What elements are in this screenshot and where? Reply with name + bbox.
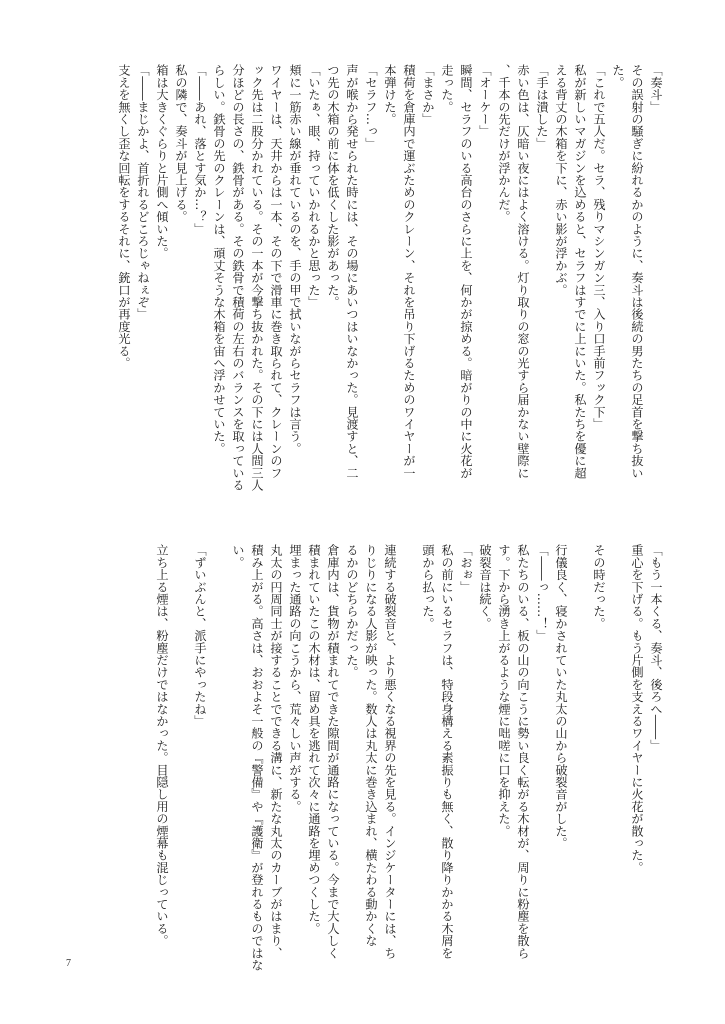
text-line: らしい。鉄骨の先のクレーンは、頑丈そうな木箱を宙へ浮かせていた。: [212, 64, 226, 455]
text-line: 重心を下げる。もう片側を支えるワイヤーに火花が散った。: [630, 544, 644, 874]
text-line: える背丈の木箱を下に、赤い影が浮かぶ。: [554, 64, 568, 296]
text-line: [570, 544, 589, 944]
text-line: その時だった。: [592, 544, 606, 630]
text-line: 「手は潰した」: [535, 64, 549, 150]
page-number: 7: [66, 958, 71, 969]
text-line: 頭から払った。: [421, 544, 435, 630]
text-line: 破裂音は続く。: [478, 544, 492, 630]
text-line: 埋まった通路の向こうから、荒々しい声がする。: [288, 544, 302, 813]
text-line: 連続する破裂音と、より悪くなる視界の先を見る。インジケーターには、ち: [383, 544, 397, 959]
text-line: つ先の木箱の前に体を低くした影があった。: [326, 64, 340, 308]
text-line: 「おぉ」: [459, 544, 473, 593]
text-line: ック先は二股分かれている。その一本が今撃ち抜かれた。その下には人間三人: [250, 64, 264, 491]
text-line: 私の隣で、奏斗が見上げる。: [174, 64, 188, 223]
text-line: 走った。: [440, 64, 454, 113]
text-line: 「いたぁ、眼、持っていかれるかと思った」: [307, 64, 321, 308]
text-line: 瞬間、セラフのいる高台のさらに上を、何かが掠める。暗がりの中に火花が: [459, 64, 473, 479]
text-line: 赤い色は、仄暗い夜にはよく溶ける。灯り取りの窓の光すら届かない壁際に: [516, 64, 530, 479]
text-line: 私の前にいるセラフは、特段身構える素振りも無く、散り降りかかる木屑を: [440, 544, 454, 959]
text-line: た。: [611, 64, 625, 89]
text-line: 本弾けた。: [383, 64, 397, 125]
text-line: [171, 544, 190, 944]
text-line: 分ほどの長さの、鉄骨がある。その鉄骨で積荷の左右のバランスを取っている: [231, 64, 245, 491]
text-column-upper: [105, 64, 665, 491]
text-column-lower: [95, 544, 665, 971]
text-line: 私が新しいマガジンを込めると、セラフはすでに上にいた。私たちを優に超: [573, 64, 587, 479]
text-line: 「ずいぶんと、派手にやったね」: [193, 544, 207, 727]
text-line: [399, 544, 418, 944]
text-line: 、千本の先だけが浮かんだ。: [497, 64, 511, 223]
text-line: 「もう一本くる、奏斗、後ろへ――」: [649, 544, 663, 752]
text-line: りじりになる人影が映った。数人は丸太に巻き込まれ、横たわる動かくな: [364, 544, 378, 947]
text-line: 支えを無くし歪な回転をするそれに、銃口が再度光る。: [117, 64, 131, 369]
text-line: す。下から湧き上がるような煙に咄嗟に口を抑えた。: [497, 544, 511, 837]
text-line: 「オーケー」: [478, 64, 492, 138]
text-line: 積荷を倉庫内で運ぶためのクレーン、それを吊り下げるためのワイヤーが一: [402, 64, 416, 479]
text-line: 箱は大きくぐらりと片側へ傾いた。: [155, 64, 169, 260]
text-line: 「――あれ、落とす気か…？」: [193, 64, 207, 235]
text-line: 「――っ……！」: [535, 544, 549, 642]
text-line: 「奏斗」: [649, 64, 663, 113]
text-line: その誤射の騒ぎに紛れるかのように、奏斗は後続の男たちの足首を撃ち抜い: [630, 64, 644, 479]
text-line: 積み上がる。高さは、おおよそ一般の『警備』や『護衛』が登れるものではな: [250, 544, 264, 971]
text-line: 私たちのいる、板の山の向こうに勢い良く転がる木材が、周りに粉塵を散ら: [516, 544, 530, 959]
text-line: [209, 544, 228, 944]
text-line: 倉庫内は、貨物が積まれてできた隙間が通路になっている。今まで大人しく: [326, 544, 340, 959]
text-line: 「セラフ…っ」: [364, 64, 378, 150]
text-line: 声が喉から発せられた時には、その場にあいつはいなかった。見渡すと、二: [345, 64, 359, 479]
text-line: 行儀良く、寝かされていた丸太の山から破裂音がした。: [554, 544, 568, 849]
text-line: 積まれていたこの木材は、留め具を逃れて次々に通路を埋めつくした。: [307, 544, 321, 935]
text-line: 頬に一筋赤い線が垂れているのを、手の甲で拭いながらセラフは言う。: [288, 64, 302, 455]
text-line: [608, 544, 627, 944]
text-line: 立ち上る煙は、粉塵だけではなかった。目隠し用の煙幕も混じっている。: [155, 544, 169, 947]
text-line: 「これで五人だ。セラ、残りマシンガン三、入り口手前フック下」: [592, 64, 606, 430]
text-line: 丸太の円周同士が接することでできる溝に、新たな丸太のカーブがはまり、: [269, 544, 283, 959]
text-line: い。: [231, 544, 245, 569]
text-line: るかのどちらかだった。: [345, 544, 359, 679]
text-line: 「まさか」: [421, 64, 435, 125]
text-line: ワイヤーは、天井からは一本、その下で滑車に巻き取られて、クレーンのフ: [269, 64, 283, 479]
text-line: 「――まじかよ、首折れるどころじゃねぇぞ」: [136, 64, 150, 321]
